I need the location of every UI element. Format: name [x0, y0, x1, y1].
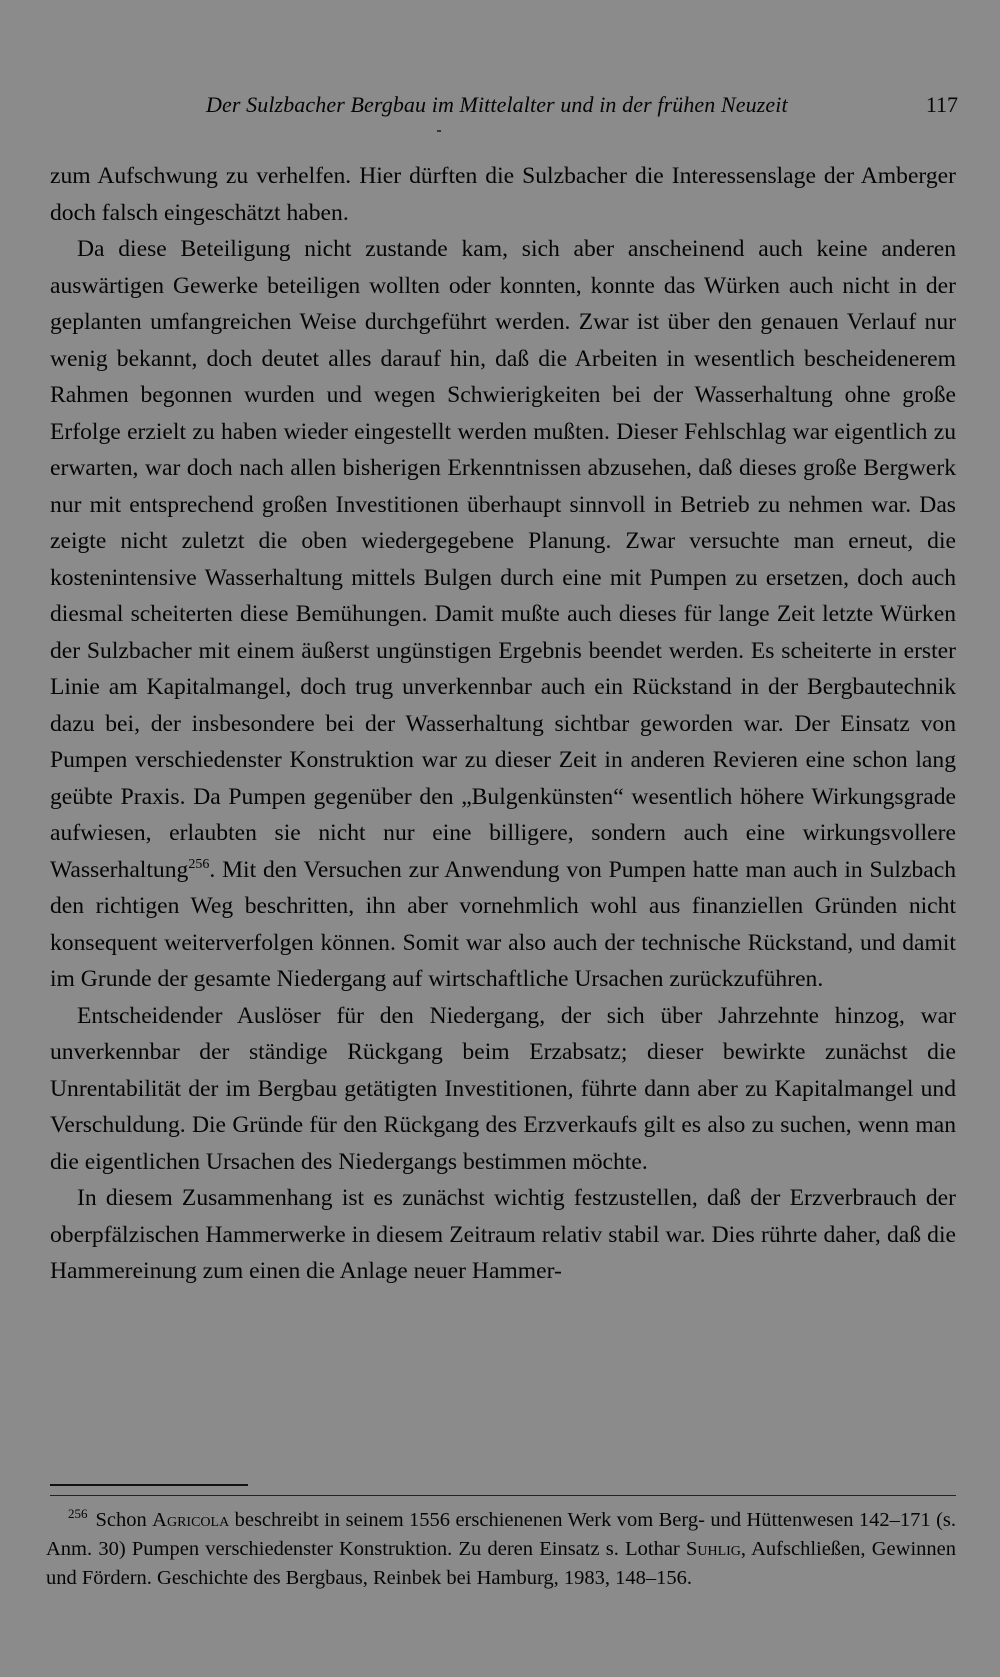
paragraph-2-part-a: Da diese Beteiligung nicht zustande kam, sich aber anscheinend auch keine anderen auswärtigen Gewerke beteiligen wollten oder konnten, konnte das Würken auch nicht in der geplanten umfangreichen Weise durchgeführt werden. Zwar ist über den genauen Verlauf nur wenig bekannt, doch deutet alles darauf hin, daß die Arbeiten in wesentlich bescheidenerem Rahmen begonnen wurden und wegen Schwierigkeiten bei der Wasserhaltung ohne große Erfolge erzielt zu haben wieder eingestellt werden mußten. Dieser Fehlschlag war eigentlich zu erwarten, war doch nach allen bisherigen Erkenntnissen abzusehen, daß dieses große Bergwerk nur mit entsprechend großen Investitionen überhaupt sinnvoll in Betrieb zu nehmen war. Das zeigte nicht zuletzt die oben wiedergegebene Planung. Zwar versuchte man erneut, die kostenintensive Wasserhaltung mittels Bulgen durch eine mit Pumpen zu ersetzen, doch auch diesmal scheiterten diese Bemühungen. Damit mußte auch dieses für lange Zeit letzte Würken der Sulzbacher mit einem äußerst ungünstigen Ergebnis beendet werden. Es scheiterte in erster Linie am Kapitalmangel, doch trug unverkennbar auch ein Rückstand in der Bergbautechnik dazu bei, der insbesondere bei der Wasserhaltung sichtbar geworden war. Der Einsatz von Pumpen verschiedenster Konstruktion war zu dieser Zeit in anderen Revieren eine schon lang geübte Praxis. Da Pumpen gegenüber den „Bulgenkünsten“ wesentlich höhere Wirkungsgrade aufwiesen, erlaubten sie nicht nur eine billigere, sondern auch eine wirkungsvollere Wasserhaltung — [50, 236, 956, 883]
footnote-text-2: beschreibt in seinem 1556 erschienenen Werk vom Berg- und Hüttenwesen 142–171 (s. Anm. 30) Pumpen verschiedenster Konstruktion. Zu deren Einsatz s. Lothar — [46, 1509, 956, 1560]
author-name-agricola: Agricola — [152, 1509, 230, 1531]
paragraph-4: In diesem Zusammenhang ist es zunächst wichtig festzustellen, daß der Erzverbrauch der oberpfälzischen Hammerwerke in diesem Zeitraum relativ stabil war. Dies rührte daher, daß die Hammereinung zum einen die Anlage neuer Hammer- — [50, 1185, 956, 1284]
footnote-reference[interactable]: 256 — [188, 856, 210, 872]
running-header — [52, 92, 958, 126]
main-text — [50, 158, 956, 1290]
running-title: Der Sulzbacher Bergbau im Mittelalter und in der frühen Neuzeit — [206, 92, 788, 117]
paragraph-2-part-b: . Mit den Versuchen zur Anwendung von Pumpen hatte man auch in Sulzbach den richtigen Weg beschritten, ihn aber vornehmlich wohl aus finanziellen Gründen nicht konsequent weiterverfolgen können. Somit war also auch der technische Rückstand, und damit im Grunde der gesamte Niedergang auf wirtschaftliche Ursachen zurückzuführen. — [50, 856, 956, 992]
footnote-256 — [46, 1506, 956, 1593]
scan-speck — [437, 130, 441, 132]
paragraph-1: zum Aufschwung zu verhelfen. Hier dürften die Sulzbacher die Interessenslage der Amberger doch falsch eingeschätzt haben. — [50, 163, 956, 226]
footnote-text-3: , Aufschließen, Gewinnen und Fördern. Geschichte des Bergbaus, Reinbek bei Hamburg, 1983, 148–156. — [46, 1538, 956, 1589]
page-number: 117 — [925, 92, 958, 117]
footnote-separator — [50, 1484, 248, 1486]
paragraph-3: Entscheidender Auslöser für den Niedergang, der sich über Jahrzehnte hinzog, war unverkennbar der ständige Rückgang beim Erzabsatz; dieser bewirkte zunächst die Unrentabilität der im Bergbau getätigten Investitionen, führte dann aber zu Kapitalmangel und Verschuldung. Die Gründe für den Rückgang des Erzverkaufs gilt es also zu suchen, wenn man die eigentlichen Ursachen des Niedergangs bestimmen möchte. — [50, 1002, 956, 1175]
footnote-text-1: Schon — [95, 1509, 153, 1531]
author-name-suhlig: Suhlig — [685, 1538, 741, 1560]
paragraph-2 — [50, 231, 956, 998]
footnote-separator-line — [50, 1495, 956, 1496]
footnote-area — [46, 1506, 956, 1593]
footnote-number: 256 — [68, 1506, 88, 1522]
